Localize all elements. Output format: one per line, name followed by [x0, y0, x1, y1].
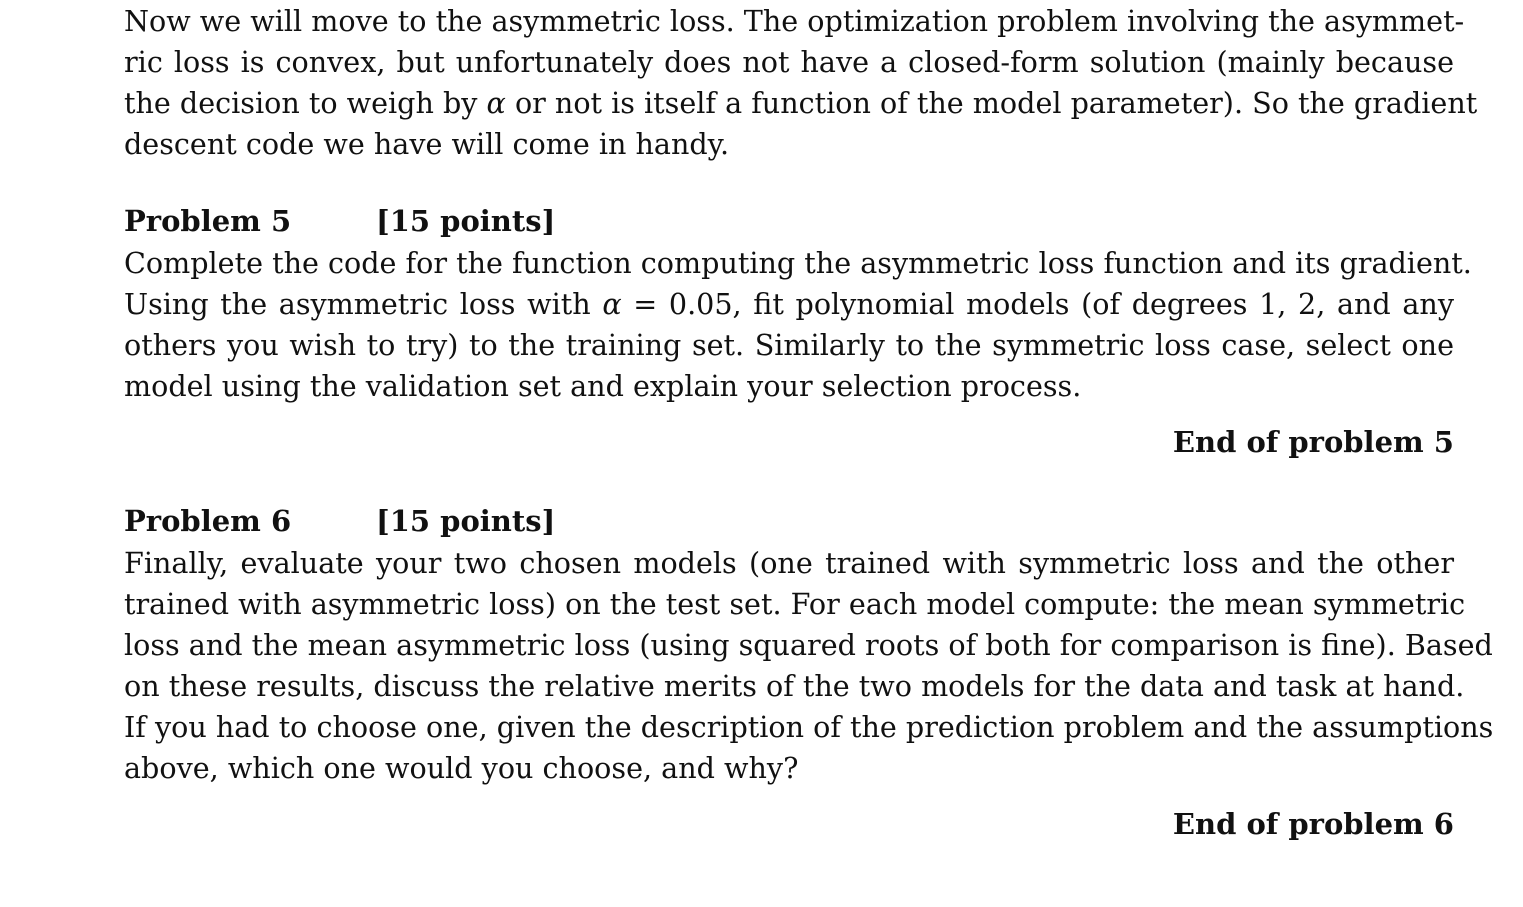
intro-paragraph	[124, 1, 1478, 165]
problem-6-line: above, which one would you choose, and why?	[124, 751, 799, 785]
problem-5-line: others you wish to try) to the training set. Similarly to the symmetric loss case, select one	[124, 328, 1454, 362]
alpha-symbol: α	[486, 86, 506, 120]
end-of-problem-6: End of problem 6	[1172, 807, 1454, 841]
problem-6-line: loss and the mean asymmetric loss (using squared roots of both for comparison is fine). Based	[124, 628, 1493, 662]
problem-6-title: Problem 6	[124, 504, 292, 538]
problem-5-heading	[124, 201, 556, 242]
problem-6-line: Finally, evaluate your two chosen models (one trained with symmetric loss and the other	[124, 546, 1454, 580]
problem-5-line: Complete the code for the function computing the asymmetric loss function and its gradient.	[124, 246, 1472, 280]
problem-5-line: model using the validation set and explain your selection process.	[124, 369, 1082, 403]
alpha-symbol: α	[602, 287, 622, 321]
problem-6-line: on these results, discuss the relative merits of the two models for the data and task at hand.	[124, 669, 1465, 703]
problem-6-line: If you had to choose one, given the description of the prediction problem and the assumptions	[124, 710, 1494, 744]
intro-line: the decision to weigh by α or not is itself a function of the model parameter). So the gradient	[124, 86, 1478, 120]
problem-5-body	[124, 243, 1472, 407]
problem-6-points: [15 points]	[376, 504, 556, 538]
intro-line: descent code we have will come in handy.	[124, 127, 730, 161]
problem-6-line: trained with asymmetric loss) on the test set. For each model compute: the mean symmetric	[124, 587, 1466, 621]
problem-5-line: Using the asymmetric loss with α = 0.05, fit polynomial models (of degrees 1, 2, and any	[124, 287, 1454, 321]
end-of-problem-5: End of problem 5	[1172, 425, 1454, 459]
problem-5-title: Problem 5	[124, 204, 292, 238]
intro-line: ric loss is convex, but unfortunately does not have a closed-form solution (mainly because	[124, 45, 1454, 79]
problem-6-body	[124, 543, 1494, 789]
problem-5-points: [15 points]	[376, 204, 556, 238]
problem-6-heading	[124, 501, 556, 542]
intro-line: Now we will move to the asymmetric loss. The optimization problem involving the asymmet-	[124, 4, 1465, 38]
